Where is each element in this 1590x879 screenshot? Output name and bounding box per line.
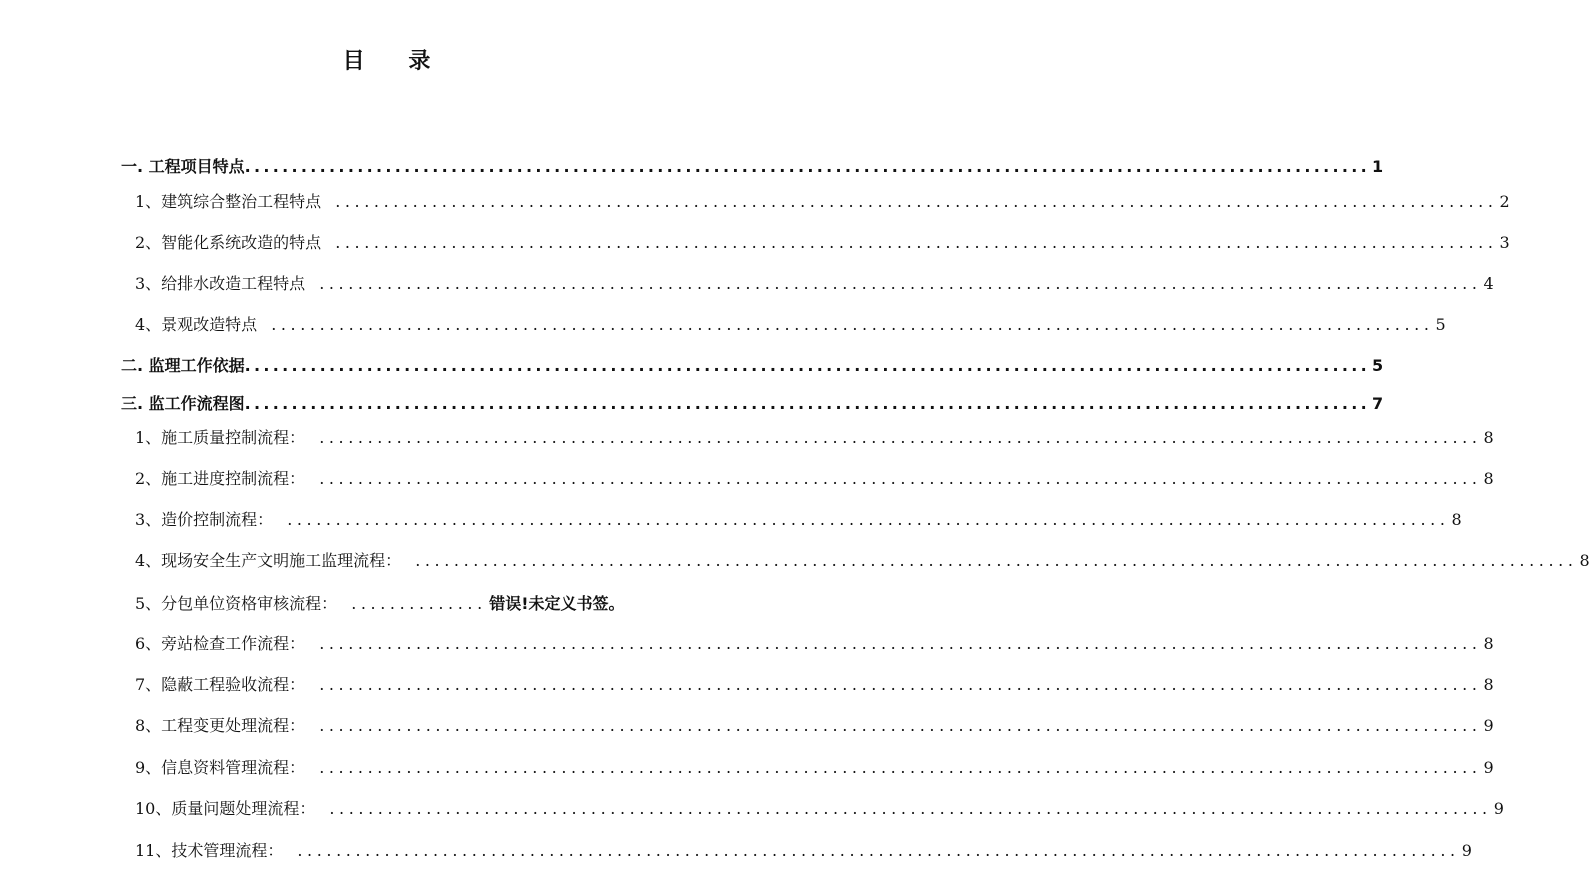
toc-entry[interactable]: [135, 189, 1510, 215]
dot-leader: ........................................................................................................................: [415, 551, 1578, 570]
dot-leader: ........................................................................................................................: [297, 841, 1460, 860]
dot-leader: ........................................................................................................................: [319, 274, 1482, 293]
toc-entry-page-error: 错误!未定义书签。: [489, 594, 625, 613]
dot-leader: ........................................................................................................................: [319, 428, 1482, 447]
toc-entry-label: 4、景观改造特点: [135, 315, 258, 334]
toc-entry-page: 9: [1483, 758, 1494, 777]
toc-entry-label: 9、信息资料管理流程：: [135, 758, 306, 777]
toc-entry-label: 三. 监工作流程图: [121, 394, 245, 413]
toc-entry-page: 8: [1451, 510, 1462, 529]
toc-entry-page: 1: [1372, 157, 1384, 176]
toc-entry[interactable]: [135, 271, 1494, 297]
toc-entry-page: 9: [1461, 841, 1472, 860]
dot-leader: ..............: [351, 594, 487, 613]
toc-entry[interactable]: [121, 154, 1384, 180]
toc-entry[interactable]: [135, 838, 1472, 864]
toc-entry-label: 3、给排水改造工程特点: [135, 274, 306, 293]
toc-entry[interactable]: [135, 591, 675, 617]
toc-entry-label: 1、建筑综合整治工程特点: [135, 192, 322, 211]
dot-leader: ........................................................................................................................: [244, 157, 1371, 176]
toc-entry[interactable]: [121, 391, 1384, 417]
toc-entry-label: 8、工程变更处理流程：: [135, 716, 306, 735]
toc-entry[interactable]: [121, 353, 1384, 379]
toc-entry-page: 8: [1483, 634, 1494, 653]
toc-entry-page: 4: [1483, 274, 1494, 293]
toc-entry-page: 7: [1372, 394, 1384, 413]
toc-entry-label: 2、施工进度控制流程：: [135, 469, 306, 488]
toc-entry-label: 5、分包单位资格审核流程：: [135, 594, 338, 613]
toc-entry[interactable]: [135, 312, 1446, 338]
dot-leader: ........................................................................................................................: [271, 315, 1434, 334]
toc-entry[interactable]: [135, 466, 1494, 492]
toc-entry[interactable]: [135, 796, 1504, 822]
dot-leader: ........................................................................................................................: [319, 634, 1482, 653]
toc-entry-label: 3、造价控制流程：: [135, 510, 274, 529]
toc-entry-label: 11、技术管理流程：: [135, 841, 284, 860]
toc-entry[interactable]: [135, 548, 1590, 574]
toc-entry[interactable]: [135, 425, 1494, 451]
toc-entry-page: 8: [1483, 428, 1494, 447]
toc-entry-label: 7、隐蔽工程验收流程：: [135, 675, 306, 694]
dot-leader: ........................................................................................................................: [319, 675, 1482, 694]
dot-leader: ........................................................................................................................: [244, 394, 1371, 413]
dot-leader: ........................................................................................................................: [335, 192, 1498, 211]
dot-leader: ........................................................................................................................: [319, 469, 1482, 488]
toc-entry[interactable]: [135, 755, 1494, 781]
toc-entry[interactable]: [135, 631, 1494, 657]
toc-entry-page: 2: [1499, 192, 1510, 211]
toc-title: 目 录: [342, 49, 449, 74]
dot-leader: ........................................................................................................................: [329, 799, 1492, 818]
toc-entry-page: 8: [1483, 469, 1494, 488]
toc-entry-label: 10、质量问题处理流程：: [135, 799, 316, 818]
toc-entry-label: 2、智能化系统改造的特点: [135, 233, 322, 252]
dot-leader: ........................................................................................................................: [319, 758, 1482, 777]
toc-entry-label: 1、施工质量控制流程：: [135, 428, 306, 447]
dot-leader: ........................................................................................................................: [244, 356, 1371, 375]
toc-entry-label: 4、现场安全生产文明施工监理流程：: [135, 551, 402, 570]
toc-entry[interactable]: [135, 230, 1510, 256]
toc-entry-page: 8: [1579, 551, 1590, 570]
toc-entry-page: 8: [1483, 675, 1494, 694]
toc-entry-page: 9: [1493, 799, 1504, 818]
toc-entry-page: 5: [1435, 315, 1446, 334]
toc-entry[interactable]: [135, 672, 1494, 698]
toc-entry-label: 一. 工程项目特点: [121, 157, 245, 176]
toc-entry[interactable]: [135, 713, 1494, 739]
toc-entry-page: 5: [1372, 356, 1384, 375]
dot-leader: ........................................................................................................................: [287, 510, 1450, 529]
toc-entry-label: 6、旁站检查工作流程：: [135, 634, 306, 653]
dot-leader: ........................................................................................................................: [319, 716, 1482, 735]
toc-entry-page: 3: [1499, 233, 1510, 252]
toc-entry-label: 二. 监理工作依据: [121, 356, 245, 375]
dot-leader: ........................................................................................................................: [335, 233, 1498, 252]
toc-entry[interactable]: [135, 507, 1462, 533]
toc-entry-page: 9: [1483, 716, 1494, 735]
